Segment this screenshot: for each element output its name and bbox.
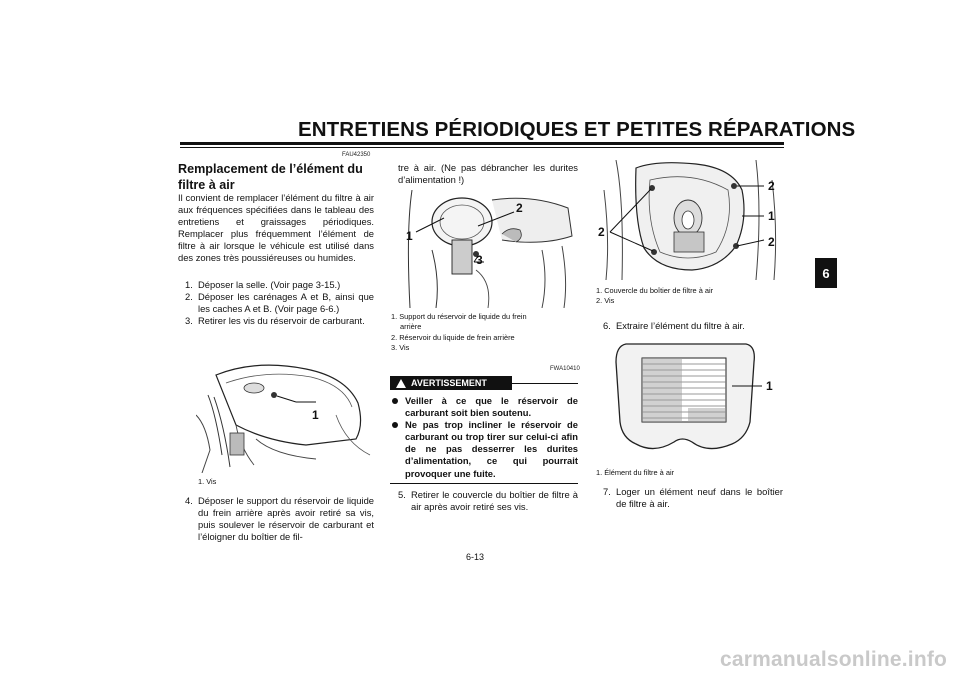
fig1-caption: 1. Vis [198, 477, 217, 486]
chapter-tab: 6 [815, 258, 837, 288]
warning-item-text: Veiller à ce que le réservoir de carburant soit bien soutenu. [405, 395, 578, 419]
step-6 [603, 320, 783, 332]
section-title: Remplacement de l’élément du filtre à air [178, 162, 363, 192]
step-number: 2. [185, 291, 193, 303]
step-list-col1 [185, 279, 374, 327]
step-number: 4. [185, 495, 193, 506]
bullet-icon [392, 398, 398, 404]
warning-triangle-icon [396, 379, 406, 388]
step-2 [185, 291, 374, 315]
step-text: Retirer les vis du réservoir de carburant. [198, 315, 365, 327]
fig3-caption-2: 2. Vis [596, 296, 615, 306]
step-number: 1. [185, 279, 193, 290]
warning-header [390, 376, 578, 390]
step-3 [185, 315, 374, 327]
warning-label: AVERTISSEMENT [411, 378, 487, 388]
watermark: carmanualsonline.info [720, 648, 948, 671]
warning-list [390, 395, 578, 480]
fig3-label-2-left: 2 [598, 225, 605, 239]
warning-item [390, 395, 578, 419]
figure-air-filter-element [596, 338, 784, 462]
step-text: Extraire l’élément du filtre à air. [616, 320, 745, 331]
fig2-captions [391, 312, 579, 354]
page-header-title: ENTRETIENS PÉRIODIQUES ET PETITES RÉPARATIONS [298, 118, 856, 141]
step-1 [185, 279, 374, 291]
step-text: Retirer le couvercle du boîtier de filtre à air après avoir retiré ses vis. [411, 489, 578, 513]
fig2-label-1: 1 [406, 229, 413, 243]
figure-brake-reservoir [392, 190, 578, 308]
fig2-caption-3: 3. Vis [391, 343, 410, 353]
figure-air-filter-cover [596, 160, 784, 280]
step-4 [185, 495, 374, 543]
step-number: 7. [603, 486, 611, 497]
page-number: 6-13 [466, 552, 485, 562]
warning-code: FWA10410 [550, 366, 580, 372]
warning-header-rule [512, 383, 578, 384]
bullet-icon [392, 422, 398, 428]
fig2-caption-2: 2. Réservoir du liquide de frein arrière [391, 332, 515, 342]
fig4-caption: 1. Élément du filtre à air [596, 468, 675, 477]
step-number: 6. [603, 320, 611, 331]
warning-item-text: Ne pas trop incliner le réservoir de carburant ou trop tirer sur celui-ci afin de ne pas desserrer les durites d’alimentation, ce qui pourrait provoquer une fuite. [405, 419, 578, 479]
step-text: Déposer le support du réservoir de liquide du frein arrière après avoir retiré sa vis, puis soulever le réservoir de carburant et l’éloigner du boîtier de fil- [198, 495, 374, 543]
warning-bottom-rule [390, 483, 578, 484]
step-number: 3. [185, 315, 193, 327]
fig3-label-1: 1 [768, 209, 775, 223]
figure-fuel-tank-screw [196, 355, 374, 473]
warning-item [390, 419, 578, 479]
step-4-continued: tre à air. (Ne pas débrancher les durites d’alimentation !) [398, 162, 578, 186]
step-number: 5. [398, 489, 406, 500]
intro-paragraph: Il convient de remplacer l’élément du filtre à air aux fréquences spécifiées dans le tableau des entretiens et graissages périodiques. Remplacer plus fréquemment l’élément de filtre à air lorsque le véhicule est utilisé dans des zones très poussiéreuses ou humides. [178, 192, 374, 264]
fig2-caption-1-cont: arrière [400, 322, 422, 332]
fig3-label-2-top: 2 [768, 179, 775, 193]
fig2-label-2: 2 [516, 201, 523, 215]
fig4-label-1: 1 [766, 379, 773, 393]
step-text: Loger un élément neuf dans le boîtier de filtre à air. [616, 486, 783, 510]
header-rule-thin [180, 147, 784, 148]
warning-badge [390, 376, 512, 390]
step-text: Déposer la selle. (Voir page 3-15.) [198, 279, 341, 290]
fig2-label-3: 3 [476, 253, 483, 267]
section-code: FAU42350 [342, 152, 371, 158]
fig1-label-1: 1 [312, 408, 319, 422]
step-5 [398, 489, 578, 513]
step-text: Déposer les carénages A et B, ainsi que les caches A et B. (Voir page 6-6.) [198, 291, 374, 315]
step-7 [603, 486, 783, 510]
header-rule [180, 142, 784, 145]
fig3-captions [596, 286, 713, 307]
fig3-caption-1: 1. Couvercle du boîtier de filtre à air [596, 286, 714, 295]
fig2-caption-1: 1. Support du réservoir de liquide du frein [391, 312, 527, 321]
fig3-label-2-bottom: 2 [768, 235, 775, 249]
